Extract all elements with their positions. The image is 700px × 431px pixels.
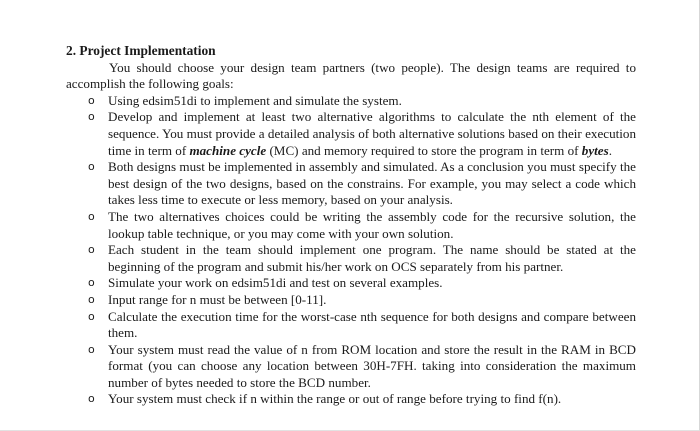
goal-text: Simulate your work on edsim51di and test on several examples. (108, 275, 443, 291)
goal-item (66, 292, 636, 309)
bullet-icon: o (88, 342, 95, 356)
bullet-icon: o (88, 209, 95, 223)
goal-item (66, 391, 636, 408)
goals-list (66, 93, 636, 408)
bullet-icon: o (88, 93, 95, 107)
goal-item (66, 275, 636, 292)
section-heading: 2. Project Implementation (66, 43, 216, 58)
goal-item (66, 159, 636, 209)
goal-text-part: . (608, 142, 612, 158)
goal-item (66, 209, 636, 242)
bullet-icon: o (88, 392, 95, 406)
goal-text: Input range for n must be between [0-11]. (108, 291, 327, 307)
intro-paragraph: You should choose your design team partners (two people). The design teams are required to accomplish the following goals: (66, 59, 636, 92)
emphasis-bytes: bytes (581, 142, 609, 158)
goal-text-part: Develop and implement at least two alternative algorithms to calculate the nth element of the sequence. You must provide a detailed analysis of both alternative solutions based on their execution time in term of (108, 109, 636, 158)
goal-text: Both designs must be implemented in assembly and simulated. As a conclusion you must specify the best design of the two designs, based on the constrains. For example, you may select a code which takes less time to execute or less memory, based on your analysis. (108, 159, 636, 208)
goal-text: Your system must check if n within the range or out of range before trying to find f(n). (108, 391, 562, 407)
bullet-icon: o (88, 292, 95, 306)
goal-item (66, 309, 636, 342)
emphasis-machine-cycle: machine cycle (189, 142, 267, 158)
goal-item (66, 109, 636, 159)
goal-text: Your system must read the value of n from ROM location and store the result in the RAM in BCD format (you can choose any location between 30H-7FH. taking into consideration the maximum number of bytes needed to store the BCD number. (108, 341, 636, 390)
bullet-icon: o (88, 276, 95, 290)
goal-item (66, 93, 636, 110)
document-page (66, 43, 636, 408)
bullet-icon: o (88, 110, 95, 124)
goal-text: Each student in the team should implement one program. The name should be stated at the beginning of the program and submit his/her work on OCS separately from his partner. (108, 242, 636, 274)
bullet-icon: o (88, 160, 95, 174)
goal-item (66, 242, 636, 275)
goal-text: Calculate the execution time for the worst-case nth sequence for both designs and compare between them. (108, 308, 636, 341)
bullet-icon: o (88, 309, 95, 323)
goal-text: The two alternatives choices could be writing the assembly code for the recursive solution, the lookup table technique, or you may come with your own solution. (108, 208, 636, 241)
goal-text-part: (MC) and memory required to store the program in term of (266, 142, 582, 158)
goal-text: Using edsim51di to implement and simulate the system. (108, 92, 402, 108)
goal-item (66, 342, 636, 392)
bullet-icon: o (88, 243, 95, 257)
